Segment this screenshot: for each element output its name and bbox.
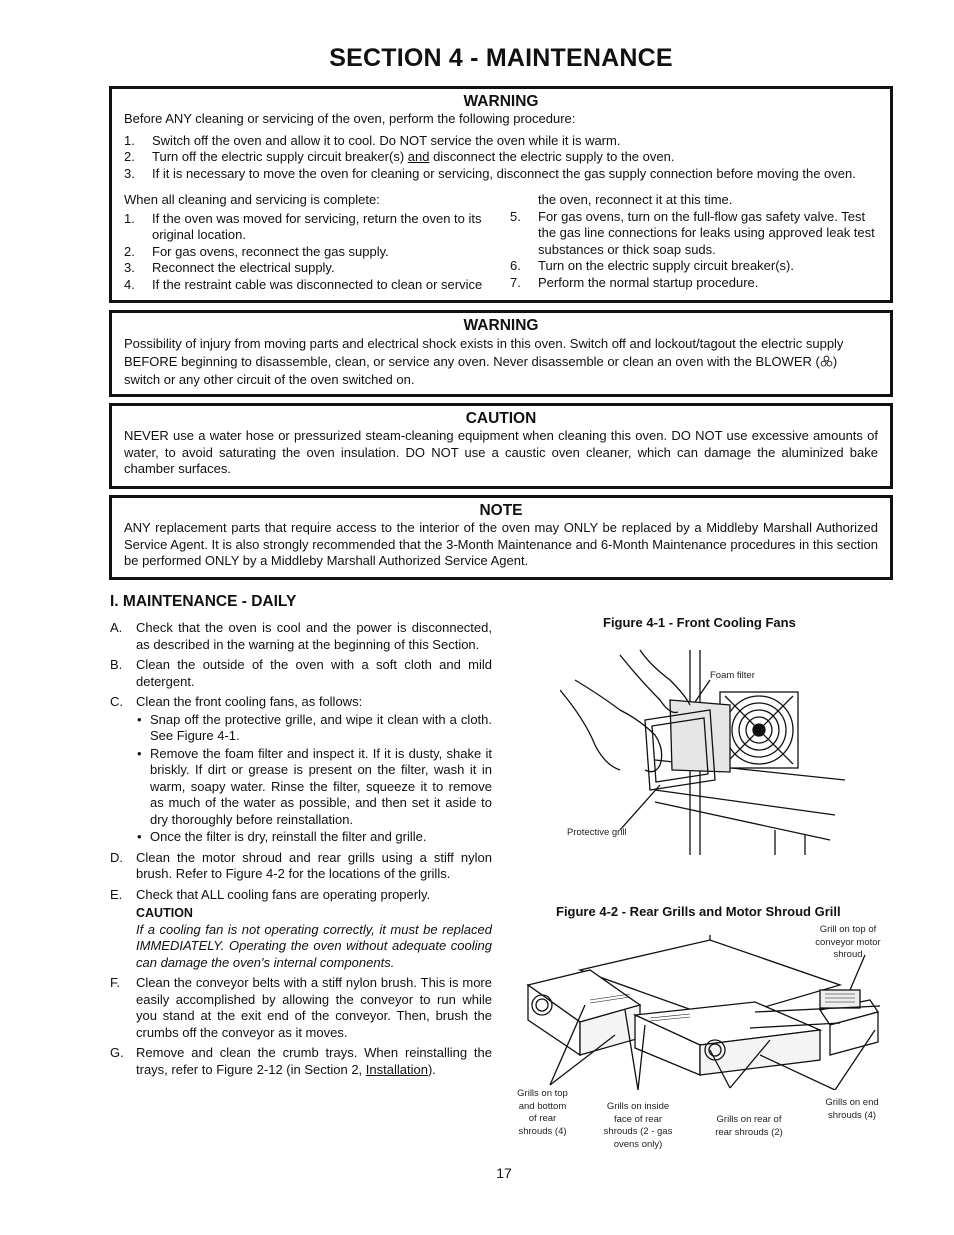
fan-caution-text: If a cooling fan is not operating correctly, it must be replaced IMMEDIATELY. Operating the oven without adequate cooling can damage the oven's internal components. xyxy=(136,921,492,970)
grill-motor-shroud-label: Grill on top of conveyor motor shroud xyxy=(815,924,881,960)
shutdown-steps xyxy=(124,133,878,183)
caution-heading: CAUTION xyxy=(465,410,537,427)
step-g: G. Remove and clean the crumb trays. When reinstalling the trays, refer to Figure 2-12 (in Section 2, Installation). xyxy=(110,1045,492,1077)
daily-maintenance-steps xyxy=(110,620,492,1082)
list-item: • Snap off the protective grille, and wipe it clean with a cloth. See Figure 4-1. xyxy=(137,711,492,743)
list-item: 1. If the oven was moved for servicing, return the oven to its original location. xyxy=(124,210,482,242)
warning-heading: WARNING xyxy=(463,317,539,334)
grills-rear-label: Grills on rear of rear shrouds (2) xyxy=(715,1114,783,1138)
grills-top-bottom-label: Grills on top and bottom of rear shrouds (4) xyxy=(517,1088,568,1137)
list-item: 2. Turn off the electric supply circuit breaker(s) and disconnect the electric supply to the oven. xyxy=(124,149,675,164)
note-text: ANY replacement parts that require access to the interior of the oven may ONLY be replaced by a Middleby Marshall Authorized Service Agent. It is also strongly recommended that the 3-Month Maintenance and 6-Month Maintenance procedures in this section be performed ONLY by a Middleby Marshall Authorized Service Agent. xyxy=(124,520,878,568)
list-item: 5. For gas ovens, turn on the full-flow gas safety valve. Test the gas line connections for leaks using approved leak test substances or thick soap suds. xyxy=(510,208,875,257)
warning-intro: Before ANY cleaning or servicing of the oven, perform the following procedure: xyxy=(124,111,576,126)
restart-steps-left xyxy=(124,211,492,294)
daily-maintenance-heading: I. MAINTENANCE - DAILY xyxy=(110,593,297,610)
warning-box-procedure xyxy=(109,86,893,303)
page-number: 17 xyxy=(496,1165,512,1181)
blower-fan-icon xyxy=(820,355,833,368)
list-item: 4. If the restraint cable was disconnected to clean or service xyxy=(124,276,483,292)
note-box xyxy=(109,495,893,580)
grills-inside-face-label: Grills on inside face of rear shrouds (2 - gas ovens only) xyxy=(603,1101,673,1150)
restart-steps-right xyxy=(510,209,878,292)
grills-end-label: Grills on end shrouds (4) xyxy=(825,1097,879,1121)
fan-caution-heading: CAUTION xyxy=(136,906,193,920)
caution-text: NEVER use a water hose or pressurized steam-cleaning equipment when cleaning this oven. DO NOT use excessive amounts of water, to avoid saturating the oven insulation. DO NOT use a caustic oven cleaner, which can damage the aluminized bake chamber surfaces. xyxy=(124,428,878,476)
warning-heading: WARNING xyxy=(463,93,539,110)
list-item: 6. Turn on the electric supply circuit breaker(s). xyxy=(510,258,795,273)
complete-intro: When all cleaning and servicing is complete: xyxy=(124,192,380,207)
restart-continuation: the oven, reconnect it at this time. xyxy=(538,192,733,207)
list-item: 1. Switch off the oven and allow it to cool. Do NOT service the oven while it is warm. xyxy=(124,132,621,148)
page-title: SECTION 4 - MAINTENANCE xyxy=(329,44,673,72)
caution-box xyxy=(109,403,893,489)
step-e: E. Check that ALL cooling fans are operating properly. CAUTION If a cooling fan is not operating correctly, it must be replaced IMMEDIATELY. Operating the oven without adequate cooling can damage the oven's internal components. xyxy=(110,886,492,970)
step-a: A. Check that the oven is cool and the power is disconnected, as described in the warning at the beginning of this Section. xyxy=(110,620,492,652)
list-item: • Once the filter is dry, reinstall the filter and grille. xyxy=(137,829,427,844)
figure-4-1-caption: Figure 4-1 - Front Cooling Fans xyxy=(603,615,796,630)
protective-grill-label: Protective grill xyxy=(567,827,627,838)
list-item: • Remove the foam filter and inspect it. If it is dusty, shake it briskly. If dirt or grease is present on the filter, wash it in warm, soapy water. Rinse the filter, squeeze it to remove as much of the water as possible, and then set it aside to dry thoroughly before reinstallation. xyxy=(137,745,492,827)
list-item: 2. For gas ovens, reconnect the gas supply. xyxy=(124,243,389,259)
warning-line: Possibility of injury from moving parts and electrical shock exists in this oven. Switch off and lockout/tagout the electric supply xyxy=(124,336,844,351)
note-heading: NOTE xyxy=(479,502,523,519)
step-f: F. Clean the conveyor belts with a stiff nylon brush. This is more easily accomplished by allowing the conveyor to run while you stand at the exit end of the conveyor. Then, brush the crumbs off the conveyor as it moves. xyxy=(110,975,492,1040)
list-item: 3. If it is necessary to move the oven for cleaning or servicing, disconnect the gas supply connection before moving the oven. xyxy=(124,165,856,181)
foam-filter-label: Foam filter xyxy=(710,670,755,681)
list-item: 3. Reconnect the electrical supply. xyxy=(124,260,335,275)
step-b: B. Clean the outside of the oven with a soft cloth and mild detergent. xyxy=(110,657,492,689)
warning-line: switch or any other circuit of the oven switched on. xyxy=(124,372,415,387)
figure-4-2-caption: Figure 4-2 - Rear Grills and Motor Shroud Grill xyxy=(556,904,841,919)
list-item: 7. Perform the normal startup procedure. xyxy=(510,274,759,290)
step-c: C. Clean the front cooling fans, as follows: • Snap off the protective grille, and wipe it clean with a cloth. See Figure 4-1. • Remove the foam filter and inspect it. If it is dusty, shake it briskly. If dirt or grease is present on the filter, wash it in warm, soapy water. Rinse the filter, squeeze it to remove as much of the water as possible, and then set it aside to dry thoroughly before reinstallation. • Once the filter is dry, reinstall the filter and grille. xyxy=(110,694,492,844)
step-d: D. Clean the motor shroud and rear grills using a stiff nylon brush. Refer to Figure 4-2 for the locations of the grills. xyxy=(110,849,492,881)
warning-box-injury xyxy=(109,310,893,397)
warning-line: BEFORE beginning to disassemble, clean, or service any oven. Never disassemble or clean an oven with the BLOWER ( ) xyxy=(124,354,838,369)
